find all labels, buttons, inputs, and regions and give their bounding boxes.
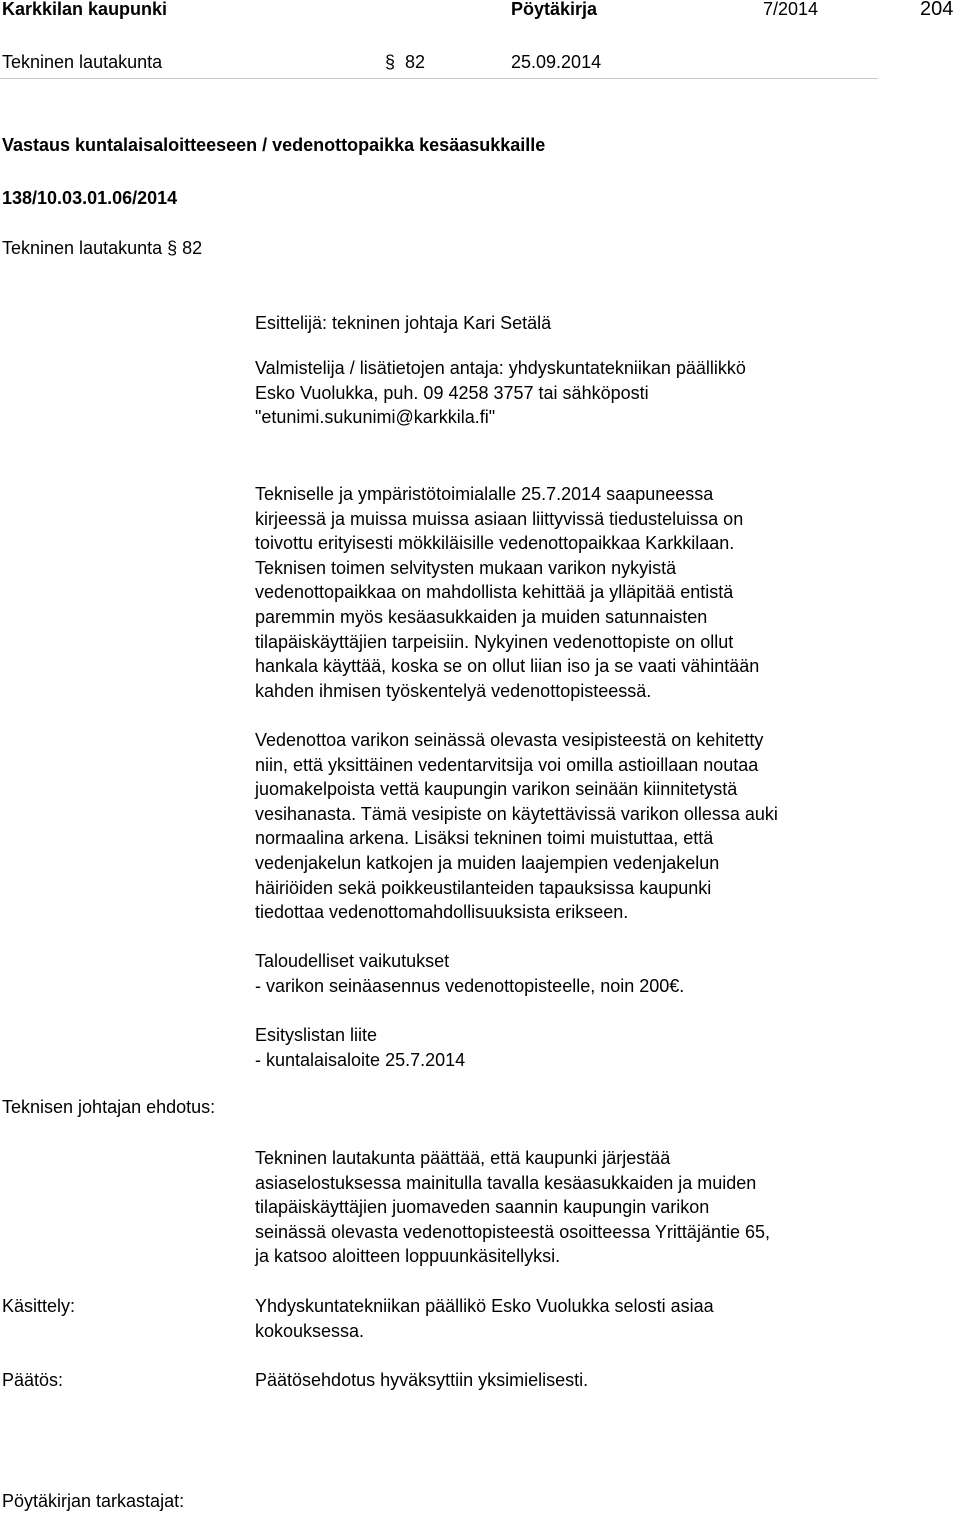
body-line: vedenottopaikkaa on mahdollista kehittää ja ylläpitää entistä xyxy=(255,582,734,603)
proposal-label: Teknisen johtajan ehdotus: xyxy=(2,1097,216,1117)
body-line: häiriöiden sekä poikkeustilanteiden tapauksissa kaupunki xyxy=(255,877,712,898)
body-line: Tekniselle ja ympäristötoimialalle 25.7.2014 saapuneessa xyxy=(255,484,714,504)
document-title: Vastaus kuntalaisaloitteeseen / vedenottopaikka kesäasukkaille xyxy=(2,135,546,155)
handling-text xyxy=(255,1294,895,1343)
doc-number: 7/2014 xyxy=(763,0,819,19)
attachment-heading: Esityslistan liite xyxy=(255,1025,378,1045)
proposal-text xyxy=(255,1146,895,1269)
body-line: toivottu erityisesti mökkiläisille vedenottopaikkaa Karkkilaan. xyxy=(255,533,735,554)
body-paragraph-1 xyxy=(255,482,895,703)
body-line: juomakelpoista vettä kaupungin varikon seinään kiinnitetystä xyxy=(255,779,738,800)
handling-line: kokouksessa. xyxy=(255,1320,365,1341)
page-number: 204 xyxy=(920,0,954,20)
attachment-line: - kuntalaisaloite 25.7.2014 xyxy=(255,1049,466,1070)
presenter: Esittelijä: tekninen johtaja Kari Setälä xyxy=(255,313,552,333)
body-line: kahden ihmisen työskentelyä vedenottopisteessä. xyxy=(255,680,652,701)
handling-line: Yhdyskuntatekniikan päällikö Esko Vuolukka selosti asiaa xyxy=(255,1296,714,1316)
body-line: hankala käyttää, koska se on ollut liian iso ja se vaati vähintään xyxy=(255,656,760,677)
preparer-line: "etunimi.sukunimi@karkkila.fi" xyxy=(255,407,496,428)
board-reference xyxy=(2,236,202,261)
header-divider xyxy=(0,78,878,79)
decision-text: Päätösehdotus hyväksyttiin yksimielisesti. xyxy=(255,1370,589,1390)
body-paragraph-2 xyxy=(255,728,895,925)
financial-effects xyxy=(255,949,895,998)
preparer-line: Valmistelija / lisätietojen antaja: yhdyskuntatekniikan päällikkö xyxy=(255,358,746,378)
body-line: Teknisen toimen selvitysten mukaan varikon nykyistä xyxy=(255,557,677,578)
financial-heading: Taloudelliset vaikutukset xyxy=(255,951,450,971)
section-symbol: § xyxy=(385,52,396,72)
doc-type: Pöytäkirja xyxy=(511,0,598,19)
board-reference-label: Tekninen lautakunta xyxy=(2,238,163,258)
proposal-line: seinässä olevasta vedenottopisteestä osoitteessa Yrittäjäntie 65, xyxy=(255,1221,770,1242)
body-line: tilapäiskäyttäjien tarpeisiin. Nykyinen vedenottopiste on ollut xyxy=(255,631,734,652)
board-reference-number: 82 xyxy=(182,238,203,258)
case-number: 138/10.03.01.06/2014 xyxy=(2,188,178,208)
handling-label: Käsittely: xyxy=(2,1296,76,1316)
proposal-line: asiaselostuksessa mainitulla tavalla kesäasukkaiden ja muiden xyxy=(255,1172,757,1193)
preparer-line: Esko Vuolukka, puh. 09 4258 3757 tai sähköposti xyxy=(255,382,649,403)
section-number: 82 xyxy=(405,52,426,72)
board-name: Tekninen lautakunta xyxy=(2,52,163,72)
body-line: kirjeessä ja muissa muissa asiaan liittyvissä tiedusteluissa on xyxy=(255,508,744,529)
preparer-info xyxy=(255,356,895,430)
proposal-line: tilapäiskäyttäjien juomaveden saannin kaupungin varikon xyxy=(255,1197,710,1218)
proposal-line: Tekninen lautakunta päättää, että kaupunki järjestää xyxy=(255,1148,671,1168)
reviewers-label: Pöytäkirjan tarkastajat: xyxy=(2,1491,185,1511)
body-line: normaalina arkena. Lisäksi tekninen toimi muistuttaa, että xyxy=(255,828,714,849)
body-line: paremmin myös kesäasukkaiden ja muiden satunnaisten xyxy=(255,606,708,627)
body-line: niin, että yksittäinen vedentarvitsija voi omilla astioillaan noutaa xyxy=(255,754,759,775)
decision-label: Päätös: xyxy=(2,1370,64,1390)
proposal-line: ja katsoo aloitteen loppuunkäsitellyksi. xyxy=(255,1246,561,1267)
board-reference-symbol: § xyxy=(167,238,178,258)
attachment xyxy=(255,1023,895,1072)
body-line: vesihanasta. Tämä vesipiste on käytettävissä varikon ollessa auki xyxy=(255,803,778,824)
body-line: Vedenottoa varikon seinässä olevasta vesipisteestä on kehitetty xyxy=(255,730,764,750)
org-name: Karkkilan kaupunki xyxy=(2,0,168,19)
body-line: tiedottaa vedenottomahdollisuuksista erikseen. xyxy=(255,902,629,923)
financial-line: - varikon seinäasennus vedenottopisteelle, noin 200€. xyxy=(255,975,685,996)
body-line: vedenjakelun katkojen ja muiden laajempien vedenjakelun xyxy=(255,852,720,873)
meeting-date: 25.09.2014 xyxy=(511,52,602,72)
